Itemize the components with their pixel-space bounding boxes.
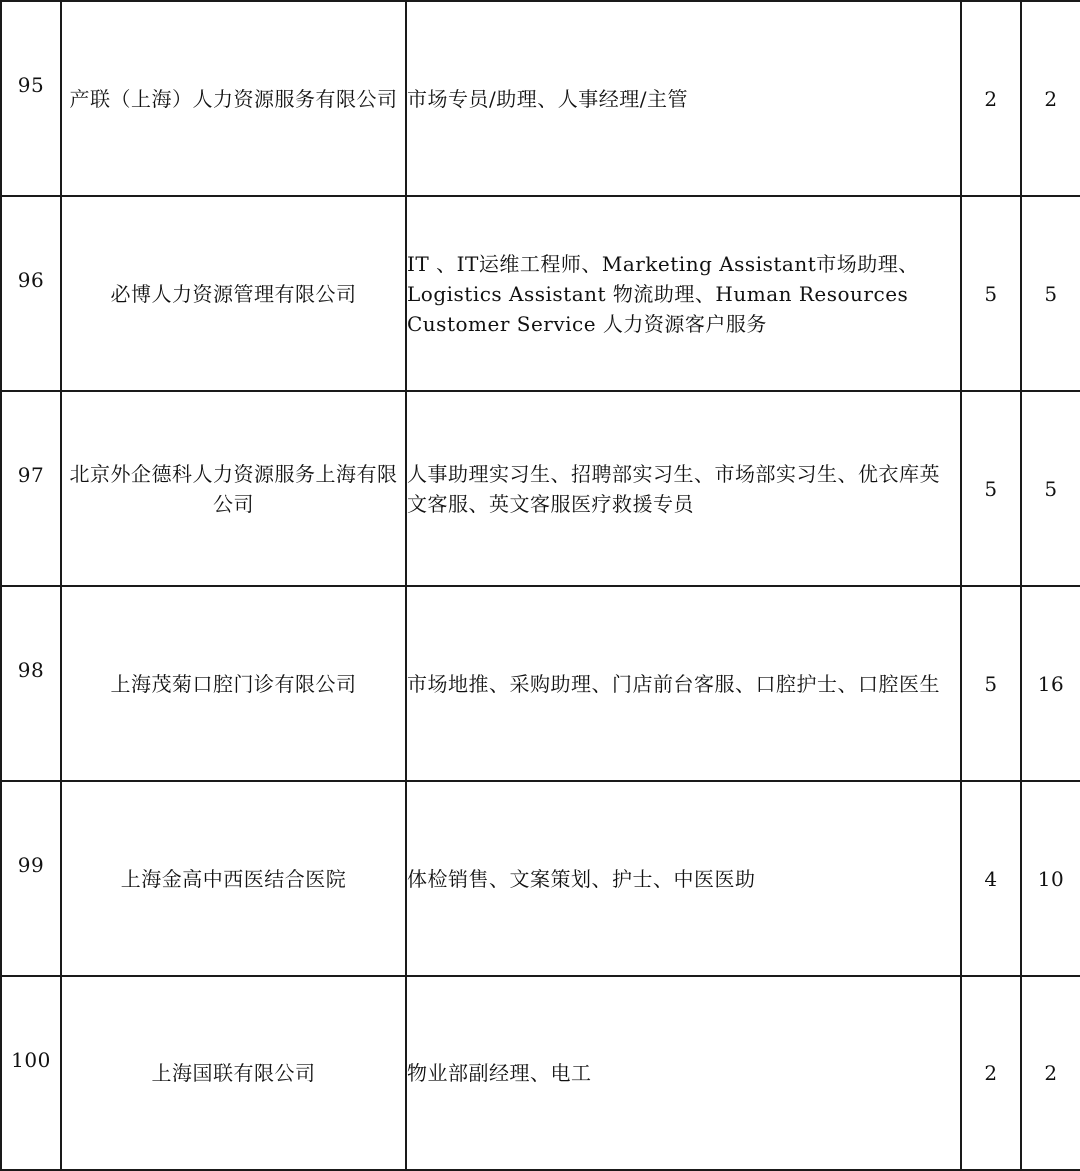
row-number-cell [1, 196, 61, 391]
row-number: 96 [17, 268, 45, 292]
company-name: 产联（上海）人力资源服务有限公司 [61, 1, 406, 196]
company-name: 北京外企德科人力资源服务上海有限公司 [61, 391, 406, 586]
count-b: 2 [1021, 976, 1080, 1170]
row-number: 98 [17, 658, 45, 682]
count-b: 10 [1021, 781, 1080, 976]
count-a: 5 [961, 196, 1021, 391]
row-number-cell [1, 976, 61, 1170]
count-a: 5 [961, 586, 1021, 781]
row-number: 100 [11, 1048, 51, 1072]
table-row [1, 586, 1080, 781]
table-row [1, 196, 1080, 391]
row-number-cell [1, 586, 61, 781]
count-b: 2 [1021, 1, 1080, 196]
row-number-cell [1, 1, 61, 196]
table-row [1, 1, 1080, 196]
count-a: 2 [961, 1, 1021, 196]
count-a: 2 [961, 976, 1021, 1170]
count-a: 5 [961, 391, 1021, 586]
table-row [1, 976, 1080, 1170]
row-number: 95 [17, 73, 45, 97]
positions: 市场专员/助理、人事经理/主管 [406, 1, 961, 196]
company-name: 上海国联有限公司 [61, 976, 406, 1170]
company-name: 必博人力资源管理有限公司 [61, 196, 406, 391]
count-a: 4 [961, 781, 1021, 976]
company-name: 上海茂菊口腔门诊有限公司 [61, 586, 406, 781]
positions: 人事助理实习生、招聘部实习生、市场部实习生、优衣库英文客服、英文客服医疗救援专员 [406, 391, 961, 586]
positions: IT 、IT运维工程师、Marketing Assistant市场助理、Logistics Assistant 物流助理、Human Resources Customer Service 人力资源客户服务 [406, 196, 961, 391]
row-number: 97 [17, 463, 45, 487]
count-b: 5 [1021, 391, 1080, 586]
row-number-cell [1, 391, 61, 586]
positions: 物业部副经理、电工 [406, 976, 961, 1170]
company-name: 上海金高中西医结合医院 [61, 781, 406, 976]
table-row [1, 781, 1080, 976]
count-b: 16 [1021, 586, 1080, 781]
positions: 市场地推、采购助理、门店前台客服、口腔护士、口腔医生 [406, 586, 961, 781]
count-b: 5 [1021, 196, 1080, 391]
row-number: 99 [17, 853, 45, 877]
row-number-cell [1, 781, 61, 976]
positions: 体检销售、文案策划、护士、中医医助 [406, 781, 961, 976]
table-row [1, 391, 1080, 586]
